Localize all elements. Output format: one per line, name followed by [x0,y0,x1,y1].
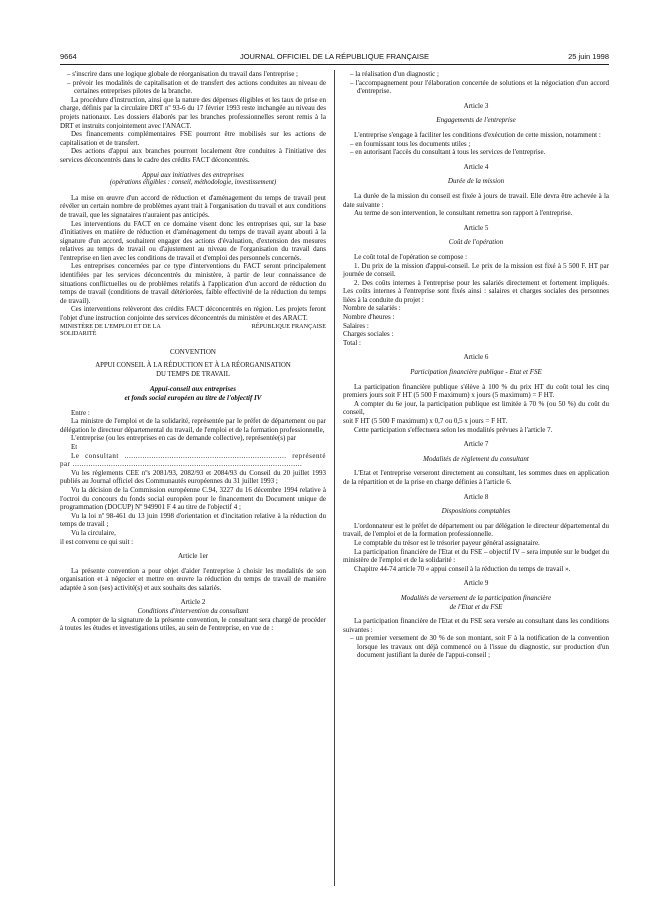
article-title: Article 2 [180,598,206,607]
journal-title: JOURNAL OFFICIEL DE LA RÉPUBLIQUE FRANÇAISE [239,52,430,61]
paragraph: La participation financière de l'Etat et du FSE sera versée au consultant dans les conditions suivantes : [343,617,609,634]
republic-name: RÉPUBLIQUE FRANÇAISE [251,322,326,330]
paragraph: Les entreprises concernées par ce type d'interventions du FACT seront principalement identifiées par les services déconcentrés du ministère, à partir de leur connaissance de situations conflictuelles ou de problèmes relatifs à l'application d'un accord de réduction du temps de travail (conditions de travail détériorées, faible effectivité de la réduction du temps de travail). [60,262,326,305]
paragraph: Les interventions du FACT en ce domaine visent donc les entreprises qui, sur la base d'initiatives en matière de réduction et d'aménagement du temps de travail ayant abouti à la signature d'un accord, souhaitent engager des actions d'évaluation, d'extension des mesures relatives au temps de travail ou d'ajustement au niveau de l'organisation du travail dans l'entreprise en lien avec les conditions de travail et d'emploi des personnels concernés. [60,219,326,262]
paragraph: L'ordonnateur est le préfet de département ou par délégation le directeur départemental du travail, de l'emploi et de la formation professionnelle. [343,521,609,539]
article-subtitle: Modalités de versement de la participation financière [400,593,552,602]
article-title: Article 8 [463,492,489,501]
bullet: – la réalisation d'un diagnostic ; [350,70,439,78]
paragraph: La participation financière de l'Etat et du FSE – objectif IV – sera imputée sur le budget du ministère de l'emploi et de la solidarité : [343,547,609,565]
bullet: – prévoir les modalités de capitalisation et de transfert des actions conduites au niveau de certaines entreprises pilotes de la branche. [67,78,326,96]
paragraph: La présente convention a pour objet d'aider l'entreprise à choisir les modalités de son organisation et à négocier et mettre en œuvre la réduction du temps de travail de manière adaptée à son (ses) activité(s) et aux souhaits des salariés. [60,566,326,592]
form-field-label: Nombre de salariés : [343,304,401,313]
paragraph: La mise en œuvre d'un accord de réduction et d'aménagement du temps de travail peut révéler un certain nombre de problèmes ayant trait à l'organisation du travail et aux conditions de travail, que les signataires n'auraient pas anticipés. [60,193,326,219]
article-subtitle: Modalités de règlement du consultant [423,454,529,463]
paragraph: Des financements complémentaires FSE pourront être mobilisés sur les actions de capitalisation et de transfert. [60,130,326,147]
paragraph: Le coût total de l'opération se compose : [354,252,468,261]
column-divider [334,70,335,886]
convention-subtitle: Appui-conseil aux entreprises [150,385,236,394]
paragraph: 2. Des coûts internes à l'entreprise pour les salariés directement et fortement impliqués. Les coûts internes à l'entreprise sont fixés ainsi : salaires et charges sociales des personnes liées à la conduite du projet : [343,278,609,304]
consultant-line: Le consultant ........................................................................ représenté par ...................................................................................................... [60,451,326,469]
article-title: Article 7 [463,440,489,449]
bullet: – en fournissant tous les documents utiles ; [350,139,471,148]
legal-reference: Vu la loi nº 98-461 du 13 juin 1998 d'orientation et d'incitation relative à la réduction du temps de travail ; [60,511,326,529]
paragraph: Des actions d'appui aux branches pourront localement être conduites à l'initiative des services déconcentrés dans le cadre des crédits FACT déconcentrés. [60,147,326,164]
paragraph: Chapitre 44-74 article 70 « appui conseil à la réduction du temps de travail ». [354,564,571,573]
left-column [60,70,326,633]
bullet: – s'inscrire dans une logique globale de réorganisation du travail dans l'entreprise ; [67,70,298,78]
article-title: Article 6 [463,353,489,362]
paragraph: il est convenu ce qui suit : [60,537,134,546]
article-title: Article 5 [463,223,489,232]
page-number: 9664 [60,52,77,61]
section-title: Appui aux initiatives des entreprises [142,170,244,179]
paragraph: 1. Du prix de la mission d'appui-conseil. Le prix de la mission est fixé à 5 500 F. HT par journée de conseil. [343,261,609,279]
paragraph: Entre : [71,408,90,417]
article-title: Article 9 [463,579,489,588]
paragraph: A compter de la signature de la présente convention, le consultant sera chargé de procéder à toutes les études et investigations utiles, au sein de l'entreprise, en vue de : [60,615,326,633]
article-subtitle: Durée de la mission [447,177,505,186]
issue-date: 25 juin 1998 [568,52,609,61]
convention-heading-line: APPUI CONSEIL À LA RÉDUCTION ET À LA RÉORGANISATION [95,362,291,370]
article-title: Article 3 [463,101,489,110]
bullet: – l'accompagnement pour l'élaboration concertée de solutions et la négociation d'un accord d'entreprise. [350,78,609,96]
legal-reference: Vu la circulaire, [71,528,116,537]
legal-reference: Vu la décision de la Commission européenne C.94, 3227 du 16 décembre 1994 relative à l'octroi du concours du fonds social européen pour le financement du Document unique de programmation (DOCUP) Nº 949901 F 4 au titre de l'objectif 4 ; [60,485,326,512]
paragraph: A compter du 6e jour, la participation publique est limitée à 70 % (ou 50 %) du coût du conseil, [343,399,609,417]
paragraph: Et [71,442,78,451]
paragraph: Ces interventions relèveront des crédits FACT déconcentrés en région. Les projets feront l'objet d'une instruction conjointe des services déconcentrés du ministère et des ARACT. [60,305,326,323]
header-rule [60,64,609,65]
bullet: – en autorisant l'accès du consultant à tous les services de l'entreprise. [350,148,546,157]
paragraph: La participation financière publique s'élève à 100 % du prix HT du coût total les cinq premiers jours soit F HT (5 500 F maximum) x jours (5 maximum) = F HT. [343,382,609,400]
paragraph: Le comptable du trésor est le trésorier payeur général assignataire. [354,538,540,547]
article-subtitle: de l'Etat et du FSE [449,602,503,611]
bullet: – un premier versement de 30 % de son montant, soit F à la notification de la convention lorsque les travaux ont déjà commencé ou à l'issue du diagnostic, sur production d'un document justifiant la durée de l'appui-conseil ; [350,634,609,660]
article-subtitle: Participation financière publique - Etat et FSE [410,368,542,377]
legal-reference: Vu les règlements CEE nºs 2081/93, 2082/93 et 2084/93 du Conseil du 20 juillet 1993 publiés au Journal officiel des Communautés européennes du 31 juillet 1993 ; [60,468,326,486]
article-subtitle: Coût de l'opération [448,238,504,247]
convention-title: CONVENTION [170,347,216,356]
paragraph: L'Etat et l'entreprise verseront directement au consultant, les sommes dues en application de la répartition et de la prise en charge définies à l'article 6. [343,469,609,486]
form-field-label: Total : [343,338,361,347]
right-column [343,70,609,660]
article-subtitle: Conditions d'intervention du consultant [137,607,249,616]
signature-block [60,323,326,337]
article-subtitle: Dispositions comptables [441,507,511,516]
paragraph: Cette participation s'effectuera selon les modalités prévues à l'article 7. [354,425,553,434]
paragraph: La ministre de l'emploi et de la solidarité, représentée par le préfet de département ou par délégation le directeur départemental du travail, de l'emploi et de la formation professionnelle, [60,417,326,434]
article-subtitle: Engagements de l'entreprise [436,116,516,125]
paragraph: La durée de la mission du conseil est fixée à jours de travail. Elle devra être achevée à la date suivante : [343,191,609,209]
paragraph: L'entreprise (ou les entreprises en cas de demande collective), représentée(s) par [71,434,296,443]
section-subtitle: (opérations éligibles : conseil, méthodologie, investissement) [109,179,277,187]
paragraph: La procédure d'instruction, ainsi que la nature des dépenses éligibles et les taux de prise en charge, définis par la circulaire DRT nº 93-6 du 17 février 1993 reste inchangée au niveau des projets nationaux. Les dossiers élaborés par les branches professionnelles seront remis à la DRT et instruits conjointement avec l'ANACT. [60,95,326,130]
form-field-label: Charges sociales : [343,330,394,339]
form-field-label: Nombre d'heures : [343,313,395,322]
paragraph: Au terme de son intervention, le consultant remettra son rapport à l'entreprise. [354,209,573,218]
article-title: Article 4 [463,162,489,171]
convention-heading-line: DU TEMPS DE TRAVAIL [156,370,230,378]
ministry-name: MINISTÈRE DE L'EMPLOI ET DE LA SOLIDARITÉ [60,322,161,337]
form-field-label: Salaires : [343,321,369,330]
convention-subtitle: et fonds social européen au titre de l'objectif IV [124,394,262,402]
paragraph: soit F HT (5 500 F maximum) x 0,7 ou 0,5 x jours = F HT. [343,417,508,425]
article-title: Article 1er [177,552,209,561]
paragraph: L'entreprise s'engage à faciliter les conditions d'exécution de cette mission, notamment : [354,130,601,139]
